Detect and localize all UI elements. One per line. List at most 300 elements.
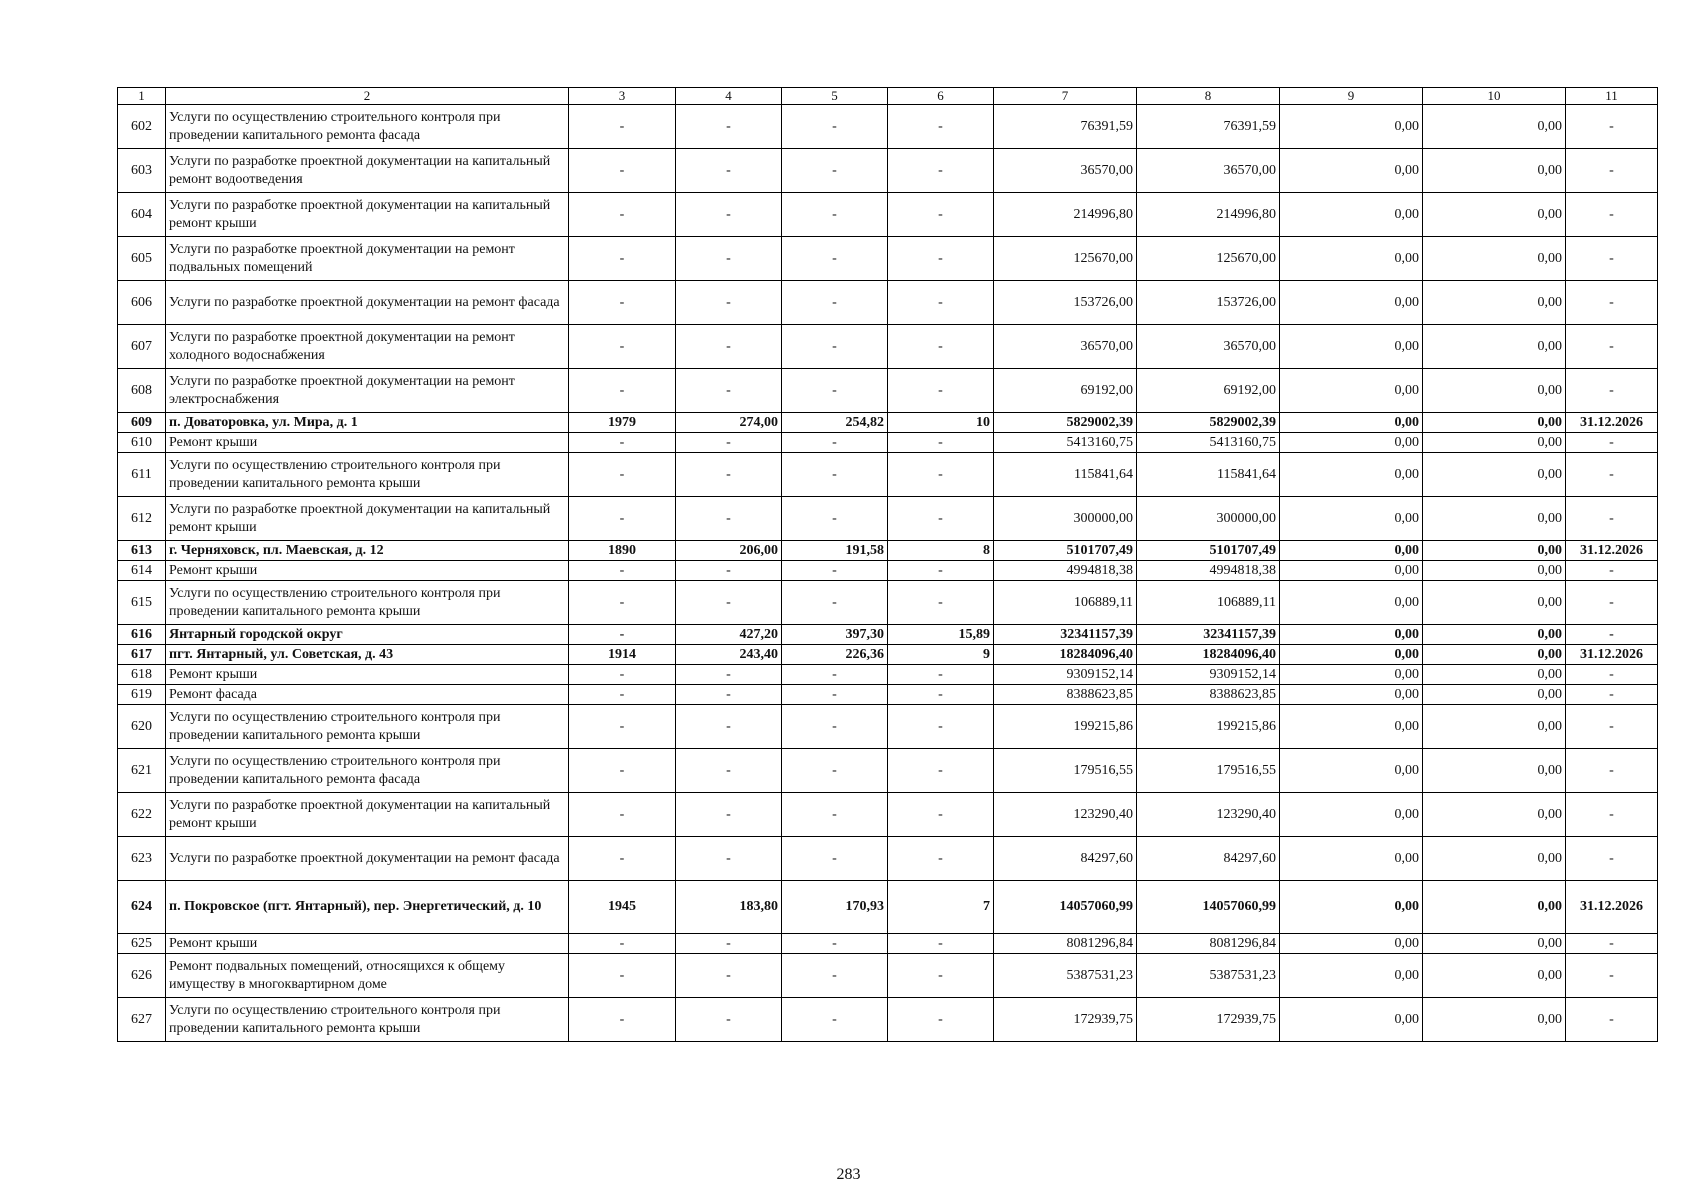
total-area-cell: -: [676, 193, 782, 237]
owners-cost-cell: 0,00: [1423, 954, 1566, 998]
living-area-cell: -: [782, 453, 888, 497]
total-area-cell: -: [676, 149, 782, 193]
column-header: 1: [118, 88, 166, 105]
deadline-cell: -: [1566, 281, 1658, 325]
fund-cost-cell: 36570,00: [1137, 325, 1280, 369]
total-cost-cell: 4994818,38: [994, 561, 1137, 581]
table-row: [118, 497, 1658, 541]
living-area-cell: -: [782, 281, 888, 325]
owners-cost-cell: 0,00: [1423, 749, 1566, 793]
table-row: [118, 325, 1658, 369]
residents-cell: -: [888, 453, 994, 497]
owners-cost-cell: 0,00: [1423, 881, 1566, 934]
total-area-cell: -: [676, 934, 782, 954]
owners-cost-cell: 0,00: [1423, 665, 1566, 685]
year-cell: -: [569, 497, 676, 541]
deadline-cell: -: [1566, 749, 1658, 793]
year-cell: -: [569, 237, 676, 281]
table-row: [118, 541, 1658, 561]
fund-cost-cell: 36570,00: [1137, 149, 1280, 193]
budget-cost-cell: 0,00: [1280, 665, 1423, 685]
budget-cost-cell: 0,00: [1280, 497, 1423, 541]
owners-cost-cell: 0,00: [1423, 325, 1566, 369]
budget-cost-cell: 0,00: [1280, 433, 1423, 453]
total-cost-cell: 5413160,75: [994, 433, 1137, 453]
column-header: 11: [1566, 88, 1658, 105]
deadline-cell: 31.12.2026: [1566, 541, 1658, 561]
total-area-cell: 183,80: [676, 881, 782, 934]
row-number-cell: 610: [118, 433, 166, 453]
deadline-cell: -: [1566, 685, 1658, 705]
deadline-cell: -: [1566, 705, 1658, 749]
total-cost-cell: 5387531,23: [994, 954, 1137, 998]
column-number-row: [118, 88, 1658, 105]
budget-cost-cell: 0,00: [1280, 281, 1423, 325]
budget-cost-cell: 0,00: [1280, 705, 1423, 749]
deadline-cell: -: [1566, 453, 1658, 497]
item-name-cell: Ремонт фасада: [166, 685, 569, 705]
row-number-cell: 627: [118, 998, 166, 1042]
year-cell: 1979: [569, 413, 676, 433]
fund-cost-cell: 5387531,23: [1137, 954, 1280, 998]
item-name-cell: Услуги по разработке проектной документации на ремонт электроснабжения: [166, 369, 569, 413]
fund-cost-cell: 153726,00: [1137, 281, 1280, 325]
year-cell: 1945: [569, 881, 676, 934]
item-name-cell: Ремонт крыши: [166, 934, 569, 954]
total-area-cell: -: [676, 705, 782, 749]
residents-cell: -: [888, 954, 994, 998]
table-row: [118, 749, 1658, 793]
deadline-cell: 31.12.2026: [1566, 645, 1658, 665]
year-cell: -: [569, 998, 676, 1042]
fund-cost-cell: 199215,86: [1137, 705, 1280, 749]
owners-cost-cell: 0,00: [1423, 105, 1566, 149]
owners-cost-cell: 0,00: [1423, 685, 1566, 705]
page-number: 283: [836, 1166, 861, 1183]
residents-cell: -: [888, 237, 994, 281]
budget-cost-cell: 0,00: [1280, 369, 1423, 413]
table-row: [118, 149, 1658, 193]
deadline-cell: -: [1566, 497, 1658, 541]
living-area-cell: -: [782, 998, 888, 1042]
year-cell: -: [569, 149, 676, 193]
residents-cell: -: [888, 433, 994, 453]
living-area-cell: 226,36: [782, 645, 888, 665]
residents-cell: -: [888, 793, 994, 837]
item-name-cell: п. Доваторовка, ул. Мира, д. 1: [166, 413, 569, 433]
column-header: 7: [994, 88, 1137, 105]
residents-cell: -: [888, 149, 994, 193]
year-cell: -: [569, 793, 676, 837]
year-cell: -: [569, 705, 676, 749]
year-cell: -: [569, 433, 676, 453]
residents-cell: -: [888, 561, 994, 581]
total-cost-cell: 84297,60: [994, 837, 1137, 881]
column-header: 8: [1137, 88, 1280, 105]
year-cell: -: [569, 193, 676, 237]
deadline-cell: -: [1566, 837, 1658, 881]
living-area-cell: 191,58: [782, 541, 888, 561]
year-cell: -: [569, 665, 676, 685]
residents-cell: -: [888, 749, 994, 793]
total-cost-cell: 36570,00: [994, 149, 1137, 193]
fund-cost-cell: 69192,00: [1137, 369, 1280, 413]
table-row: [118, 193, 1658, 237]
total-cost-cell: 69192,00: [994, 369, 1137, 413]
total-area-cell: -: [676, 325, 782, 369]
total-cost-cell: 9309152,14: [994, 665, 1137, 685]
living-area-cell: -: [782, 581, 888, 625]
item-name-cell: Янтарный городской округ: [166, 625, 569, 645]
residents-cell: -: [888, 665, 994, 685]
budget-cost-cell: 0,00: [1280, 749, 1423, 793]
owners-cost-cell: 0,00: [1423, 934, 1566, 954]
deadline-cell: 31.12.2026: [1566, 413, 1658, 433]
fund-cost-cell: 5101707,49: [1137, 541, 1280, 561]
owners-cost-cell: 0,00: [1423, 998, 1566, 1042]
table-row: [118, 237, 1658, 281]
row-number-cell: 623: [118, 837, 166, 881]
column-header: 5: [782, 88, 888, 105]
total-area-cell: -: [676, 561, 782, 581]
owners-cost-cell: 0,00: [1423, 413, 1566, 433]
fund-cost-cell: 179516,55: [1137, 749, 1280, 793]
living-area-cell: -: [782, 237, 888, 281]
total-cost-cell: 123290,40: [994, 793, 1137, 837]
total-cost-cell: 172939,75: [994, 998, 1137, 1042]
table-row: [118, 705, 1658, 749]
fund-cost-cell: 172939,75: [1137, 998, 1280, 1042]
total-area-cell: -: [676, 837, 782, 881]
row-number-cell: 608: [118, 369, 166, 413]
table-row: [118, 645, 1658, 665]
owners-cost-cell: 0,00: [1423, 645, 1566, 665]
fund-cost-cell: 115841,64: [1137, 453, 1280, 497]
total-area-cell: -: [676, 105, 782, 149]
fund-cost-cell: 84297,60: [1137, 837, 1280, 881]
fund-cost-cell: 9309152,14: [1137, 665, 1280, 685]
total-cost-cell: 18284096,40: [994, 645, 1137, 665]
table-row: [118, 665, 1658, 685]
total-cost-cell: 214996,80: [994, 193, 1137, 237]
item-name-cell: Услуги по осуществлению строительного контроля при проведении капитального ремонта фасада: [166, 105, 569, 149]
row-number-cell: 618: [118, 665, 166, 685]
residents-cell: -: [888, 934, 994, 954]
item-name-cell: Услуги по разработке проектной документации на ремонт фасада: [166, 281, 569, 325]
table-row: [118, 453, 1658, 497]
row-number-cell: 611: [118, 453, 166, 497]
owners-cost-cell: 0,00: [1423, 705, 1566, 749]
item-name-cell: Услуги по осуществлению строительного контроля при проведении капитального ремонта крыши: [166, 705, 569, 749]
year-cell: -: [569, 625, 676, 645]
table-row: [118, 369, 1658, 413]
total-area-cell: -: [676, 685, 782, 705]
total-area-cell: 274,00: [676, 413, 782, 433]
deadline-cell: -: [1566, 237, 1658, 281]
owners-cost-cell: 0,00: [1423, 793, 1566, 837]
living-area-cell: 397,30: [782, 625, 888, 645]
row-number-cell: 620: [118, 705, 166, 749]
table-row: [118, 934, 1658, 954]
row-number-cell: 605: [118, 237, 166, 281]
living-area-cell: -: [782, 369, 888, 413]
owners-cost-cell: 0,00: [1423, 541, 1566, 561]
year-cell: -: [569, 105, 676, 149]
column-header: 2: [166, 88, 569, 105]
item-name-cell: Услуги по осуществлению строительного контроля при проведении капитального ремонта крыши: [166, 453, 569, 497]
deadline-cell: -: [1566, 105, 1658, 149]
owners-cost-cell: 0,00: [1423, 453, 1566, 497]
living-area-cell: -: [782, 149, 888, 193]
item-name-cell: Услуги по осуществлению строительного контроля при проведении капитального ремонта фасада: [166, 749, 569, 793]
owners-cost-cell: 0,00: [1423, 433, 1566, 453]
row-number-cell: 607: [118, 325, 166, 369]
owners-cost-cell: 0,00: [1423, 581, 1566, 625]
item-name-cell: г. Черняховск, пл. Маевская, д. 12: [166, 541, 569, 561]
year-cell: -: [569, 581, 676, 625]
budget-cost-cell: 0,00: [1280, 105, 1423, 149]
deadline-cell: -: [1566, 934, 1658, 954]
total-cost-cell: 199215,86: [994, 705, 1137, 749]
fund-cost-cell: 123290,40: [1137, 793, 1280, 837]
table-row: [118, 954, 1658, 998]
item-name-cell: Услуги по разработке проектной документации на ремонт фасада: [166, 837, 569, 881]
living-area-cell: -: [782, 705, 888, 749]
total-area-cell: 206,00: [676, 541, 782, 561]
table-row: [118, 837, 1658, 881]
table-row: [118, 685, 1658, 705]
budget-cost-cell: 0,00: [1280, 881, 1423, 934]
residents-cell: -: [888, 581, 994, 625]
fund-cost-cell: 125670,00: [1137, 237, 1280, 281]
row-number-cell: 602: [118, 105, 166, 149]
total-cost-cell: 5829002,39: [994, 413, 1137, 433]
row-number-cell: 614: [118, 561, 166, 581]
row-number-cell: 622: [118, 793, 166, 837]
row-number-cell: 604: [118, 193, 166, 237]
table-row: [118, 793, 1658, 837]
item-name-cell: Ремонт крыши: [166, 665, 569, 685]
residents-cell: -: [888, 837, 994, 881]
owners-cost-cell: 0,00: [1423, 561, 1566, 581]
budget-cost-cell: 0,00: [1280, 325, 1423, 369]
deadline-cell: -: [1566, 625, 1658, 645]
deadline-cell: -: [1566, 325, 1658, 369]
residents-cell: -: [888, 325, 994, 369]
budget-cost-cell: 0,00: [1280, 837, 1423, 881]
row-number-cell: 615: [118, 581, 166, 625]
budget-cost-cell: 0,00: [1280, 954, 1423, 998]
year-cell: -: [569, 837, 676, 881]
deadline-cell: -: [1566, 369, 1658, 413]
fund-cost-cell: 5413160,75: [1137, 433, 1280, 453]
row-number-cell: 621: [118, 749, 166, 793]
fund-cost-cell: 8388623,85: [1137, 685, 1280, 705]
residents-cell: -: [888, 369, 994, 413]
item-name-cell: Услуги по осуществлению строительного контроля при проведении капитального ремонта крыши: [166, 581, 569, 625]
living-area-cell: -: [782, 105, 888, 149]
residents-cell: 7: [888, 881, 994, 934]
item-name-cell: п. Покровское (пгт. Янтарный), пер. Энергетический, д. 10: [166, 881, 569, 934]
table-row: [118, 281, 1658, 325]
deadline-cell: -: [1566, 665, 1658, 685]
row-number-cell: 606: [118, 281, 166, 325]
total-area-cell: -: [676, 954, 782, 998]
budget-cost-cell: 0,00: [1280, 625, 1423, 645]
deadline-cell: 31.12.2026: [1566, 881, 1658, 934]
deadline-cell: -: [1566, 581, 1658, 625]
total-cost-cell: 153726,00: [994, 281, 1137, 325]
deadline-cell: -: [1566, 793, 1658, 837]
budget-cost-cell: 0,00: [1280, 998, 1423, 1042]
total-area-cell: 243,40: [676, 645, 782, 665]
table-row: [118, 433, 1658, 453]
total-area-cell: -: [676, 453, 782, 497]
living-area-cell: -: [782, 749, 888, 793]
year-cell: -: [569, 685, 676, 705]
year-cell: -: [569, 954, 676, 998]
budget-cost-cell: 0,00: [1280, 453, 1423, 497]
budget-cost-cell: 0,00: [1280, 685, 1423, 705]
fund-cost-cell: 300000,00: [1137, 497, 1280, 541]
living-area-cell: -: [782, 325, 888, 369]
fund-cost-cell: 5829002,39: [1137, 413, 1280, 433]
total-area-cell: 427,20: [676, 625, 782, 645]
living-area-cell: -: [782, 934, 888, 954]
living-area-cell: 254,82: [782, 413, 888, 433]
budget-cost-cell: 0,00: [1280, 793, 1423, 837]
living-area-cell: -: [782, 433, 888, 453]
deadline-cell: -: [1566, 149, 1658, 193]
item-name-cell: Услуги по разработке проектной документации на капитальный ремонт водоотведения: [166, 149, 569, 193]
total-cost-cell: 36570,00: [994, 325, 1137, 369]
living-area-cell: -: [782, 685, 888, 705]
table-row: [118, 413, 1658, 433]
row-number-cell: 613: [118, 541, 166, 561]
total-cost-cell: 125670,00: [994, 237, 1137, 281]
row-number-cell: 626: [118, 954, 166, 998]
year-cell: -: [569, 561, 676, 581]
table-row: [118, 561, 1658, 581]
residents-cell: -: [888, 193, 994, 237]
row-number-cell: 609: [118, 413, 166, 433]
living-area-cell: -: [782, 193, 888, 237]
row-number-cell: 612: [118, 497, 166, 541]
total-cost-cell: 8081296,84: [994, 934, 1137, 954]
total-cost-cell: 5101707,49: [994, 541, 1137, 561]
living-area-cell: 170,93: [782, 881, 888, 934]
item-name-cell: Услуги по разработке проектной документации на капитальный ремонт крыши: [166, 497, 569, 541]
owners-cost-cell: 0,00: [1423, 625, 1566, 645]
deadline-cell: -: [1566, 193, 1658, 237]
budget-cost-cell: 0,00: [1280, 934, 1423, 954]
budget-cost-cell: 0,00: [1280, 541, 1423, 561]
register-table: [117, 87, 1658, 1042]
total-area-cell: -: [676, 369, 782, 413]
table-row: [118, 998, 1658, 1042]
residents-cell: -: [888, 998, 994, 1042]
year-cell: 1914: [569, 645, 676, 665]
table-row: [118, 581, 1658, 625]
living-area-cell: -: [782, 793, 888, 837]
budget-cost-cell: 0,00: [1280, 413, 1423, 433]
deadline-cell: -: [1566, 561, 1658, 581]
deadline-cell: -: [1566, 998, 1658, 1042]
table-row: [118, 105, 1658, 149]
fund-cost-cell: 8081296,84: [1137, 934, 1280, 954]
row-number-cell: 624: [118, 881, 166, 934]
row-number-cell: 617: [118, 645, 166, 665]
owners-cost-cell: 0,00: [1423, 237, 1566, 281]
residents-cell: -: [888, 685, 994, 705]
living-area-cell: -: [782, 665, 888, 685]
column-header: 4: [676, 88, 782, 105]
living-area-cell: -: [782, 837, 888, 881]
total-area-cell: -: [676, 581, 782, 625]
residents-cell: -: [888, 105, 994, 149]
deadline-cell: -: [1566, 433, 1658, 453]
total-area-cell: -: [676, 998, 782, 1042]
year-cell: -: [569, 453, 676, 497]
fund-cost-cell: 76391,59: [1137, 105, 1280, 149]
total-area-cell: -: [676, 497, 782, 541]
living-area-cell: -: [782, 497, 888, 541]
total-area-cell: -: [676, 433, 782, 453]
total-area-cell: -: [676, 749, 782, 793]
residents-cell: 15,89: [888, 625, 994, 645]
year-cell: 1890: [569, 541, 676, 561]
year-cell: -: [569, 369, 676, 413]
total-area-cell: -: [676, 665, 782, 685]
residents-cell: -: [888, 281, 994, 325]
total-cost-cell: 179516,55: [994, 749, 1137, 793]
total-cost-cell: 106889,11: [994, 581, 1137, 625]
item-name-cell: Услуги по разработке проектной документации на ремонт холодного водоснабжения: [166, 325, 569, 369]
year-cell: -: [569, 325, 676, 369]
total-cost-cell: 76391,59: [994, 105, 1137, 149]
residents-cell: 9: [888, 645, 994, 665]
total-area-cell: -: [676, 793, 782, 837]
year-cell: -: [569, 281, 676, 325]
budget-cost-cell: 0,00: [1280, 237, 1423, 281]
year-cell: -: [569, 749, 676, 793]
item-name-cell: Ремонт крыши: [166, 433, 569, 453]
column-header: 9: [1280, 88, 1423, 105]
table-body: [118, 88, 1658, 1042]
total-cost-cell: 300000,00: [994, 497, 1137, 541]
living-area-cell: -: [782, 561, 888, 581]
item-name-cell: пгт. Янтарный, ул. Советская, д. 43: [166, 645, 569, 665]
fund-cost-cell: 214996,80: [1137, 193, 1280, 237]
row-number-cell: 603: [118, 149, 166, 193]
total-cost-cell: 32341157,39: [994, 625, 1137, 645]
column-header: 6: [888, 88, 994, 105]
residents-cell: 10: [888, 413, 994, 433]
item-name-cell: Услуги по разработке проектной документации на ремонт подвальных помещений: [166, 237, 569, 281]
row-number-cell: 616: [118, 625, 166, 645]
item-name-cell: Ремонт крыши: [166, 561, 569, 581]
total-cost-cell: 14057060,99: [994, 881, 1137, 934]
owners-cost-cell: 0,00: [1423, 497, 1566, 541]
fund-cost-cell: 106889,11: [1137, 581, 1280, 625]
owners-cost-cell: 0,00: [1423, 369, 1566, 413]
fund-cost-cell: 18284096,40: [1137, 645, 1280, 665]
item-name-cell: Услуги по разработке проектной документации на капитальный ремонт крыши: [166, 793, 569, 837]
total-area-cell: -: [676, 237, 782, 281]
item-name-cell: Ремонт подвальных помещений, относящихся к общему имуществу в многоквартирном доме: [166, 954, 569, 998]
residents-cell: 8: [888, 541, 994, 561]
row-number-cell: 619: [118, 685, 166, 705]
